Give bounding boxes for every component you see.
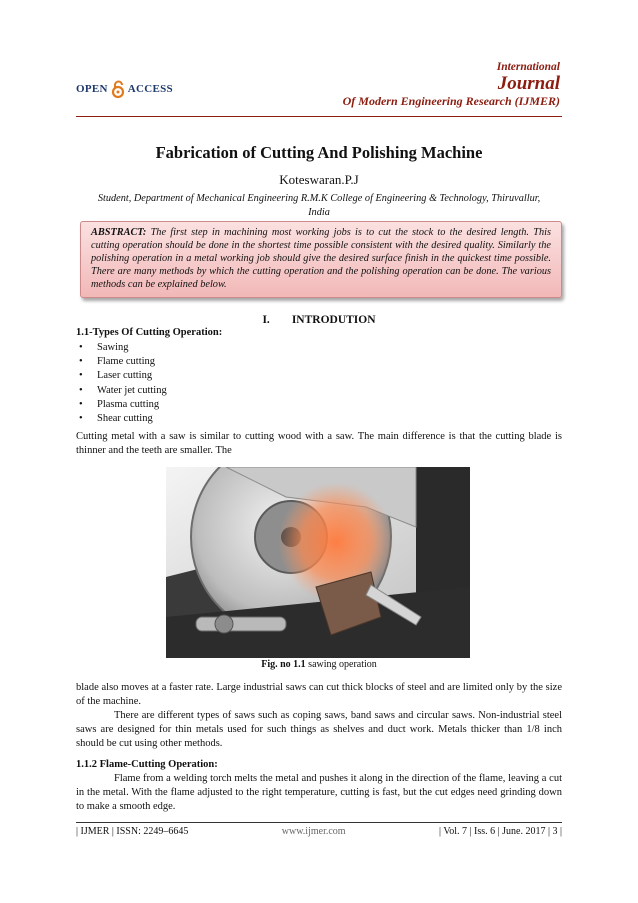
open-access-left-text: OPEN <box>76 83 108 95</box>
list-item <box>76 398 167 412</box>
paragraph-saw-varieties: There are different types of saws such as coping saws, band saws and circular saws. Non-industrial steel saws are designed for thin metals used for such things as shelves and duct work. Metals thicker than 1/8 inch should be cut using other methods. <box>76 710 562 749</box>
bullet-icon: • <box>79 384 83 396</box>
subheading-flame-cutting: 1.1.2 Flame-Cutting Operation: <box>76 759 218 770</box>
bullet-icon: • <box>79 356 83 368</box>
list-item-label: Flame cutting <box>97 356 156 368</box>
abstract-label: ABSTRACT: <box>91 227 147 238</box>
bullet-icon: • <box>79 370 83 382</box>
section-title: INTRODUTION <box>291 314 376 326</box>
list-item-label: Plasma cutting <box>97 398 160 410</box>
bullet-icon: • <box>79 398 83 410</box>
paper-title: Fabrication of Cutting And Polishing Machine <box>155 143 483 162</box>
journal-line-2: Journal <box>497 73 560 94</box>
footer-volume: | Vol. 7 | Iss. 6 | June. 2017 | 3 | <box>439 826 562 837</box>
paragraph-sawing-intro: Cutting metal with a saw is similar to cutting wood with a saw. The main difference is that the cutting blade is thinner and the teeth are smaller. The <box>76 431 562 456</box>
journal-masthead <box>343 60 560 109</box>
abstract-box <box>80 221 562 298</box>
open-access-logo <box>76 80 173 98</box>
open-access-right-text: ACCESS <box>127 83 173 95</box>
list-item <box>76 412 167 426</box>
subheading-cutting-types: 1.1-Types Of Cutting Operation: <box>76 327 223 338</box>
sawing-figure-image <box>166 467 470 658</box>
section-number: I. <box>262 314 270 326</box>
footer-website-link[interactable]: www.ijmer.com <box>281 826 346 837</box>
figure-caption <box>76 659 562 670</box>
list-item-label: Water jet cutting <box>97 384 167 396</box>
list-item-label: Shear cutting <box>97 413 153 425</box>
list-item-label: Laser cutting <box>97 370 153 382</box>
paragraph-flame-cutting <box>76 772 562 814</box>
footer-divider <box>76 822 562 823</box>
journal-line-3: Of Modern Engineering Research (IJMER) <box>342 94 560 108</box>
list-item <box>76 355 167 369</box>
figure-label: Fig. no 1.1 <box>261 659 306 670</box>
list-item <box>76 369 167 383</box>
list-item <box>76 384 167 398</box>
author-affiliation: Student, Department of Mechanical Engineering R.M.K College of Engineering & Technology, Thiruvallur, India <box>97 193 541 218</box>
paragraph-saw-types <box>76 681 562 751</box>
header-divider <box>76 116 562 117</box>
list-item <box>76 341 167 355</box>
figure-caption-text: sawing operation <box>308 659 377 670</box>
circular-saw-illustration <box>166 467 470 658</box>
page-footer <box>76 826 562 837</box>
paragraph-saw-blade: blade also moves at a faster rate. Large industrial saws can cut thick blocks of steel and are limited only by the size of the machine. <box>76 682 562 707</box>
cutting-types-list <box>76 341 167 426</box>
abstract-text: The first step in machining most working jobs is to cut the stock to the desired length. This cutting operation should be done in the shortest time possible consistent with the desired quality. Similarly the polishing operation in a metal working job should give the desired surface finish in the quickest time possible. There are many methods by which the cutting operation and the polishing operation can be done. The various methods can be explained below. <box>91 227 551 290</box>
paper-author: Koteswaran.P.J <box>279 172 359 187</box>
list-item-label: Sawing <box>97 342 129 353</box>
bullet-icon: • <box>79 342 83 353</box>
footer-issn: | IJMER | ISSN: 2249–6645 <box>76 826 189 837</box>
open-lock-icon <box>111 80 125 98</box>
paragraph-flame-text: Flame from a welding torch melts the metal and pushes it along in the direction of the flame, leaving a cut in the metal. With the flame adjusted to the right temperature, cutting is fast, but the cut edges need grinding down to make a smooth edge. <box>76 773 562 812</box>
section-heading <box>76 314 562 326</box>
bullet-icon: • <box>79 413 83 425</box>
journal-line-1: International <box>496 61 560 73</box>
